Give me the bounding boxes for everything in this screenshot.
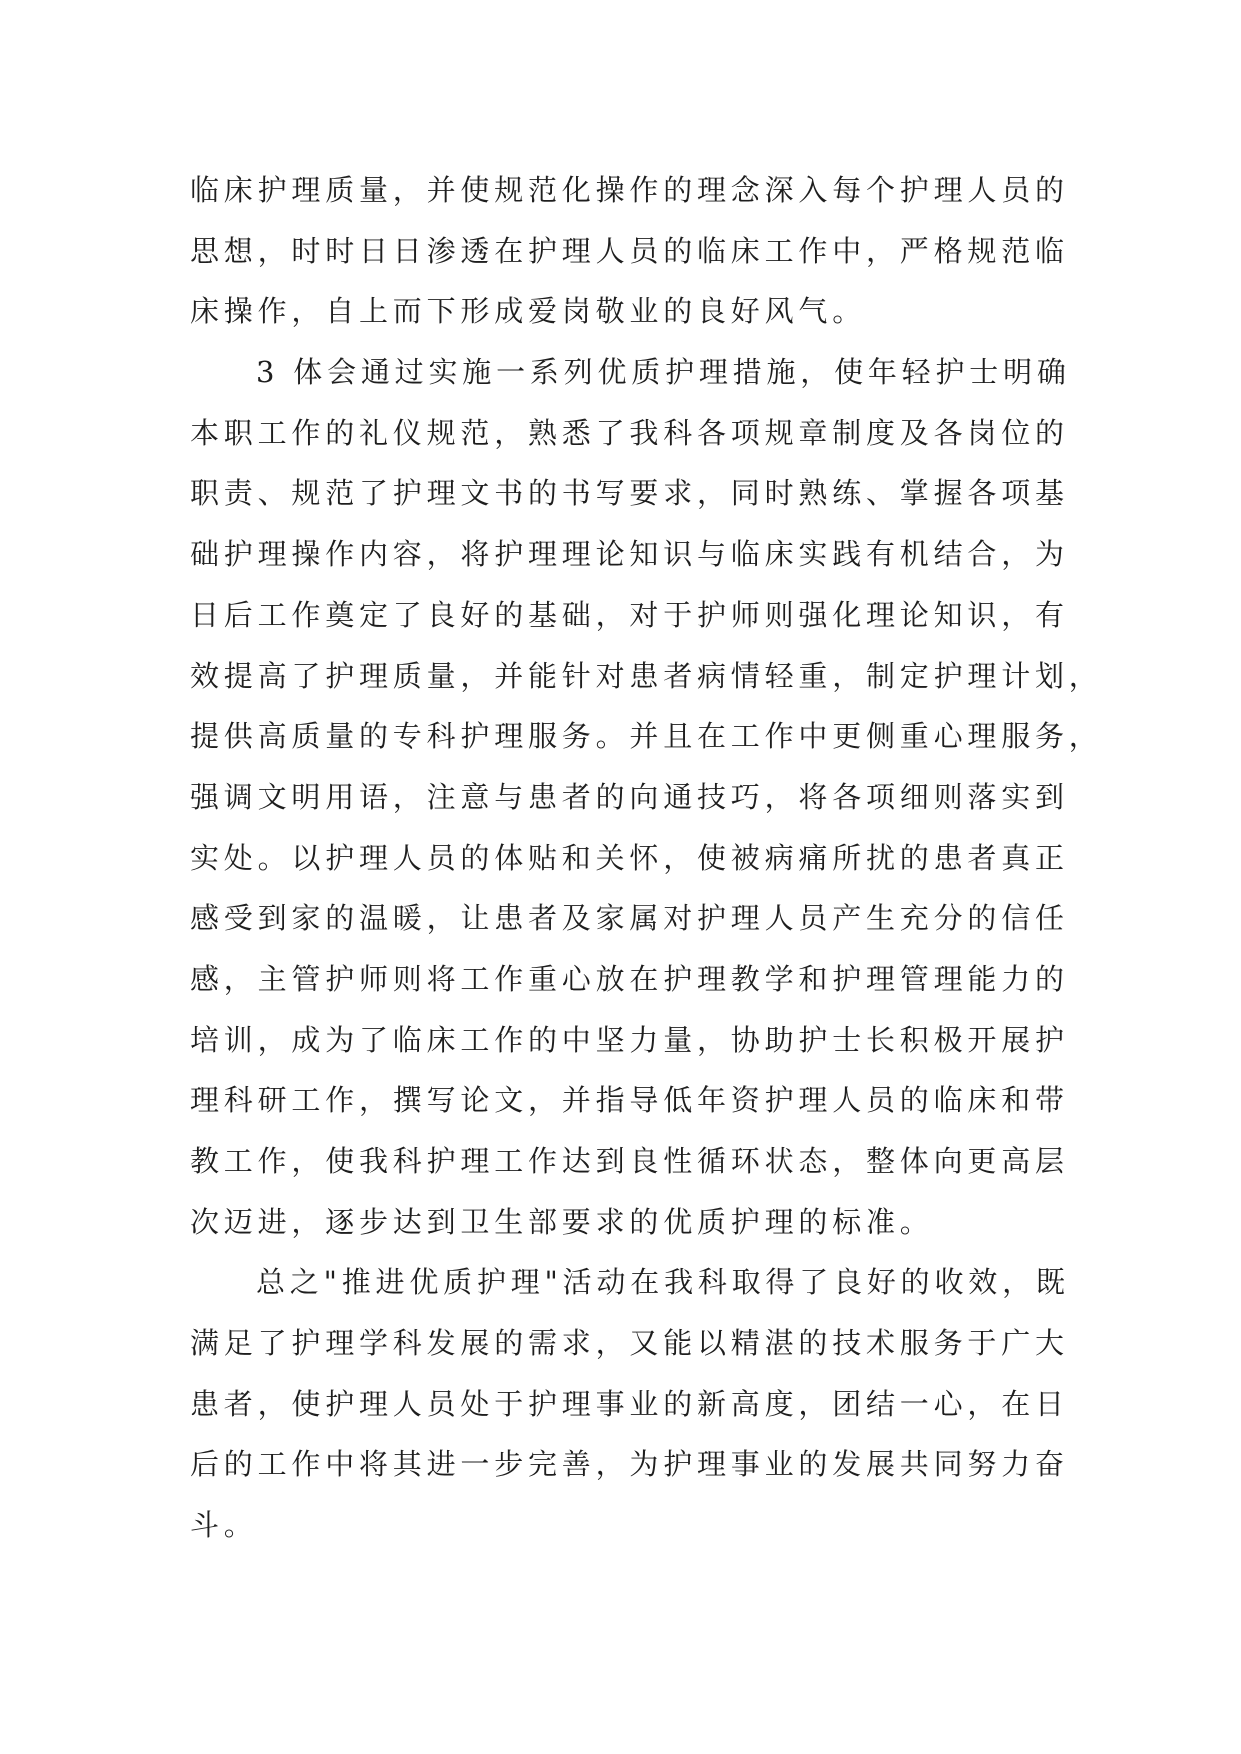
text-line: 理科研工作，撰写论文，并指导低年资护理人员的临床和带 <box>190 1083 1069 1118</box>
text-line: 斗。 <box>190 1508 258 1543</box>
text-line: 感受到家的温暖，让患者及家属对护理人员产生充分的信任 <box>190 901 1069 936</box>
text-line: 床操作，自上而下形成爱岗敬业的良好风气。 <box>190 294 867 329</box>
text-line: 次迈进，逐步达到卫生部要求的优质护理的标准。 <box>190 1204 934 1239</box>
text-line: 培训，成为了临床工作的中坚力量，协助护士长积极开展护 <box>190 1022 1069 1057</box>
text-line: 临床护理质量，并使规范化操作的理念深入每个护理人员的 <box>190 173 1069 207</box>
text-line: 日后工作奠定了良好的基础，对于护师则强化理论知识，有 <box>190 597 1069 632</box>
text-line: 满足了护理学科发展的需求，又能以精湛的技术服务于广大 <box>190 1326 1069 1361</box>
text-line: 感，主管护师则将工作重心放在护理教学和护理管理能力的 <box>190 961 1069 996</box>
text-line: 3 体会通过实施一系列优质护理措施，使年轻护士明确 <box>256 355 1071 390</box>
text-line: 强调文明用语，注意与患者的向通技巧，将各项细则落实到 <box>190 779 1069 814</box>
text-line: 效提高了护理质量，并能针对患者病情轻重，制定护理计划， <box>190 658 1103 693</box>
text-line: 实处。以护理人员的体贴和关怀，使被病痛所扰的患者真正 <box>190 840 1069 875</box>
text-line: 本职工作的礼仪规范，熟悉了我科各项规章制度及各岗位的 <box>190 415 1069 450</box>
text-line: 础护理操作内容，将护理理论知识与临床实践有机结合，为 <box>190 537 1069 572</box>
text-line: 教工作，使我科护理工作达到良性循环状态，整体向更高层 <box>190 1144 1069 1178</box>
text-line: 职责、规范了护理文书的书写要求，同时熟练、掌握各项基 <box>190 476 1069 511</box>
text-line: 提供高质量的专科护理服务。并且在工作中更侧重心理服务， <box>190 719 1103 754</box>
text-line: 总之"推进优质护理"活动在我科取得了良好的收效，既 <box>256 1265 1070 1300</box>
body-text <box>190 160 1103 1556</box>
text-line: 思想，时时日日渗透在护理人员的临床工作中，严格规范临 <box>190 233 1069 268</box>
text-line: 患者，使护理人员处于护理事业的新高度，团结一心，在日 <box>190 1386 1069 1421</box>
text-line: 后的工作中将其进一步完善，为护理事业的发展共同努力奋 <box>190 1447 1069 1482</box>
